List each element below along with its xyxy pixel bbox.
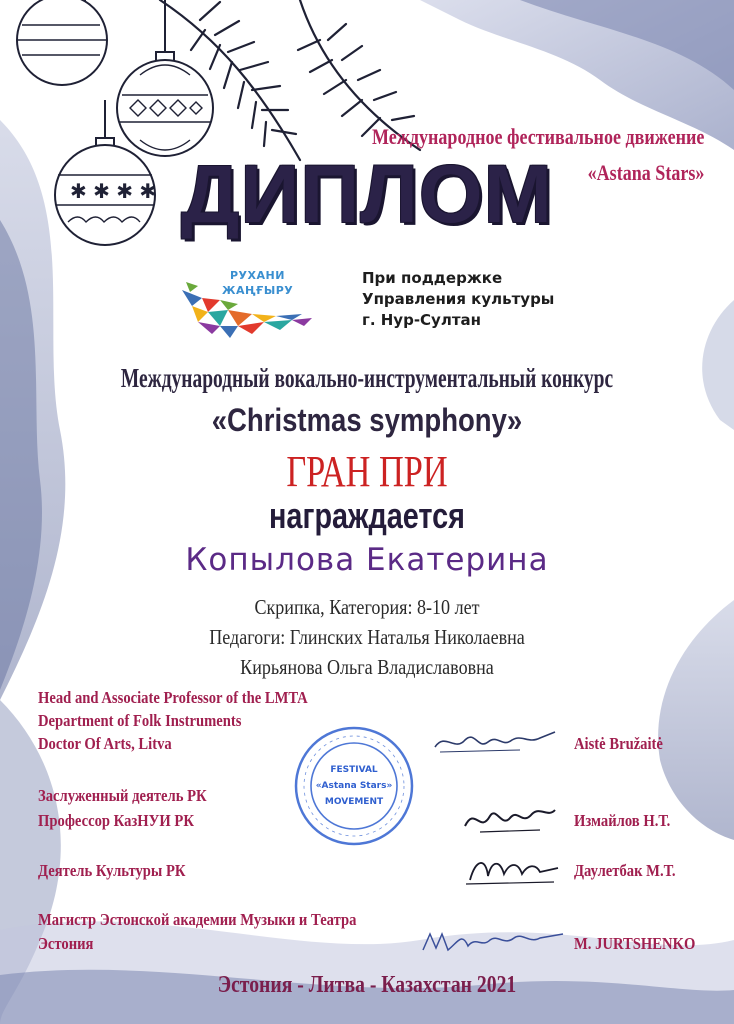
stamp-text-3: MOVEMENT [324,797,384,807]
support-line-1: При поддержке [362,269,503,287]
jury-4-title-1: Магистр Эстонской академии Музыки и Театра [38,910,357,929]
jury-2-name: Измайлов Н.Т. [574,811,671,830]
organizer-line-1: Международное фестивальное движение [371,124,704,149]
signature-3 [462,846,562,890]
awarded-label: награждается [269,495,465,536]
jury-1-name: Aistė Bružaitė [574,734,663,753]
jury-1-title-3: Doctor Of Arts, Litva [38,734,172,753]
jury-1-title-1: Head and Associate Professor of the LMTA [38,688,308,707]
footer-countries-year: Эстония - Литва - Казахстан 2021 [217,972,517,998]
organizer-line-2: «Astana Stars» [587,160,704,185]
festival-stamp [292,724,416,848]
support-line-2: Управления культуры [362,290,555,308]
signature-2 [460,796,560,840]
rukhani-logo [172,262,322,342]
svg-text:✱ ✱ ✱ ✱: ✱ ✱ ✱ ✱ [70,179,157,203]
grand-prix: ГРАН ПРИ [286,447,448,496]
category-line: Скрипка, Категория: 8-10 лет [254,595,480,619]
jury-2-title-1: Заслуженный деятель РК [38,786,207,805]
jury-4-title-2: Эстония [38,934,94,953]
teacher-line-2: Кирьянова Ольга Владиславовна [240,655,494,679]
stamp-text-1: FESTIVAL [330,765,378,775]
teacher-line-1: Педагоги: Глинских Наталья Николаевна [209,625,525,649]
logo-text-line-2: ЖАҢҒЫРУ [222,284,294,297]
diploma-title: ДИПЛОМ [181,149,553,240]
signature-4 [418,922,568,962]
recipient-name: Копылова Екатерина [185,542,549,578]
logo-text-line-1: РУХАНИ [230,269,285,282]
contest-name-line-2: «Christmas symphony» [211,402,523,438]
signature-1 [430,722,560,762]
jury-1-title-2: Department of Folk Instruments [38,711,242,730]
jury-3-title-1: Деятель Культуры РК [38,861,186,880]
stamp-text-2: «Astana Stars» [315,781,393,791]
jury-3-name: Даулетбак М.Т. [574,861,676,880]
jury-2-title-2: Профессор КазНУИ РК [38,811,194,830]
support-line-3: г. Нур-Султан [362,311,482,329]
support-block [362,268,554,331]
jury-4-name: M. JURTSHENKO [574,934,696,953]
contest-name-line-1: Международный вокально-инструментальный конкурс [120,363,614,393]
